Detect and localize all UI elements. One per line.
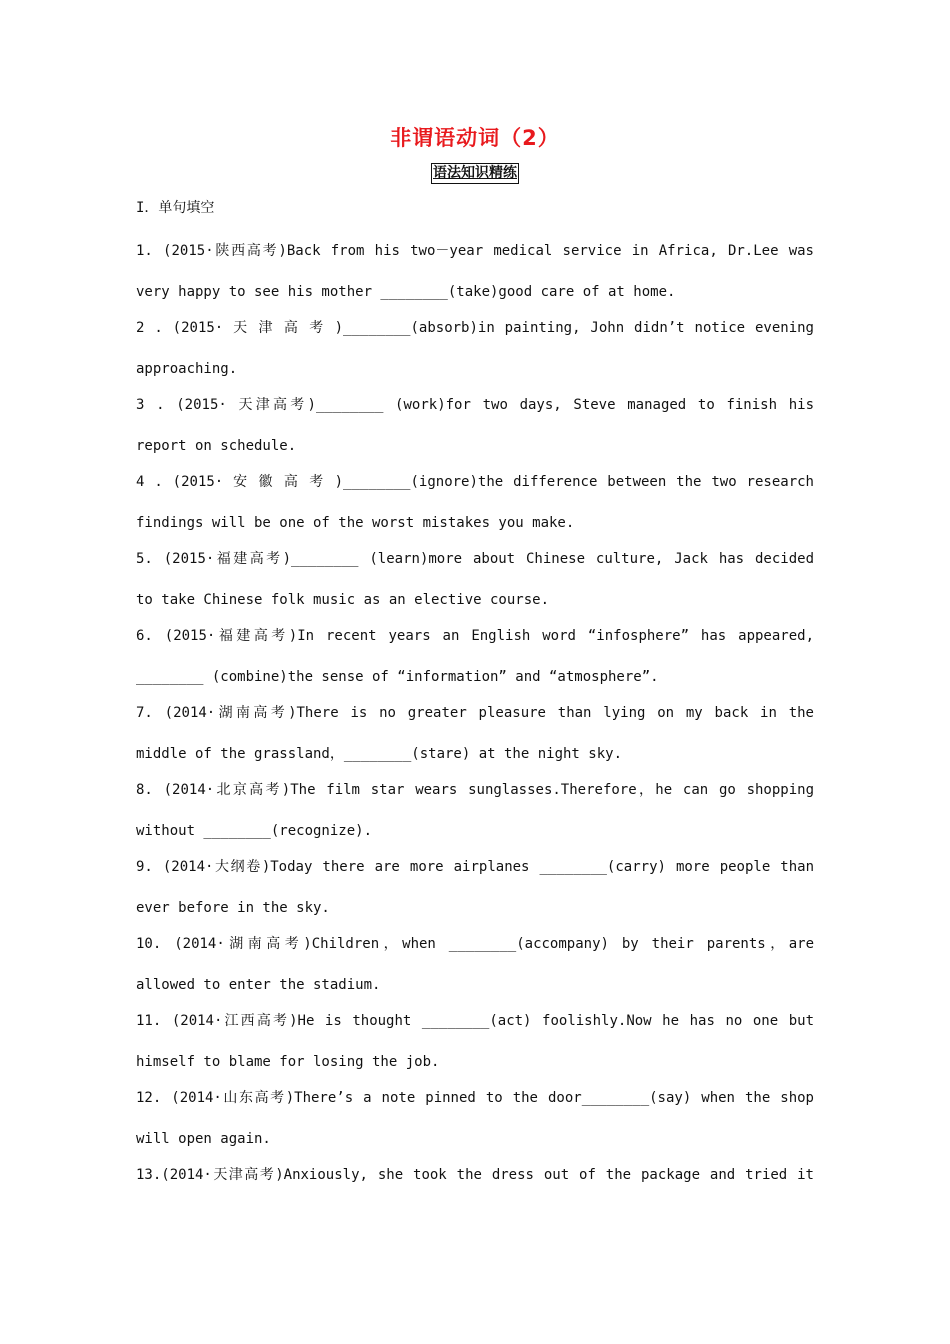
question-line-1: 2 . (2015· 天 津 高 考 )________(absorb)in painting, John didn’t notice evening xyxy=(136,320,814,336)
question-line-2: very happy to see his mother ________(take)good care of at home. xyxy=(136,284,676,300)
question-item xyxy=(136,539,814,621)
question-line-1: 8. (2014·北京高考)The film star wears sunglasses.Therefore，he can go shopping xyxy=(136,782,814,798)
question-item xyxy=(136,770,814,852)
question-line-1: 1. (2015·陕西高考)Back from his two－year medical service in Africa, Dr.Lee was xyxy=(136,243,814,259)
subtitle-wrap xyxy=(0,162,950,184)
question-line-2: allowed to enter the stadium. xyxy=(136,977,381,993)
question-item xyxy=(136,693,814,775)
question-line-1: 5. (2015·福建高考)________ (learn)more about Chinese culture, Jack has decided xyxy=(136,551,814,567)
question-item xyxy=(136,1155,814,1196)
section-label: I．单句填空 xyxy=(136,200,215,216)
question-item xyxy=(136,1001,814,1083)
question-item xyxy=(136,385,814,467)
question-item xyxy=(136,616,814,698)
question-item xyxy=(136,924,814,1006)
question-line-1: 9. (2014·大纲卷)Today there are more airplanes ________(carry) more people than xyxy=(136,859,814,875)
question-line-1: 13.(2014·天津高考)Anxiously, she took the dress out of the package and tried it xyxy=(136,1167,814,1183)
question-item xyxy=(136,231,814,313)
question-line-2: without ________(recognize). xyxy=(136,823,373,839)
question-line-2: report on schedule. xyxy=(136,438,297,454)
question-item xyxy=(136,308,814,390)
question-line-1: 11. (2014·江西高考)He is thought ________(act) foolishly.Now he has no one but xyxy=(136,1013,814,1029)
page-subtitle: 语法知识精练 xyxy=(431,163,519,184)
question-line-1: 4 . (2015· 安 徽 高 考 )________(ignore)the difference between the two research xyxy=(136,474,814,490)
question-line-1: 3 . (2015· 天津高考)________ (work)for two days, Steve managed to finish his xyxy=(136,397,814,413)
question-line-2: to take Chinese folk music as an elective course. xyxy=(136,592,550,608)
page-title: 非谓语动词（2） xyxy=(390,126,560,150)
question-line-2: himself to blame for losing the job. xyxy=(136,1054,440,1070)
question-line-2: approaching. xyxy=(136,361,238,377)
question-line-1: 10. (2014·湖南高考)Children，when ________(accompany) by their parents，are xyxy=(136,936,814,952)
question-line-1: 6. (2015·福建高考)In recent years an English word “infosphere” has appeared, xyxy=(136,628,814,644)
question-line-2: findings will be one of the worst mistakes you make. xyxy=(136,515,575,531)
question-line-2: middle of the grassland，________(stare) at the night sky. xyxy=(136,746,623,762)
question-line-2: ever before in the sky. xyxy=(136,900,330,916)
question-line-2: will open again. xyxy=(136,1131,271,1147)
question-item xyxy=(136,462,814,544)
question-item xyxy=(136,1078,814,1160)
question-item xyxy=(136,847,814,929)
question-list xyxy=(136,231,814,1191)
question-line-2: ________ (combine)the sense of “information” and “atmosphere”. xyxy=(136,669,659,685)
question-line-1: 7. (2014·湖南高考)There is no greater pleasure than lying on my back in the xyxy=(136,705,814,721)
question-line-1: 12. (2014·山东高考)There’s a note pinned to the door________(say) when the shop xyxy=(136,1090,814,1106)
